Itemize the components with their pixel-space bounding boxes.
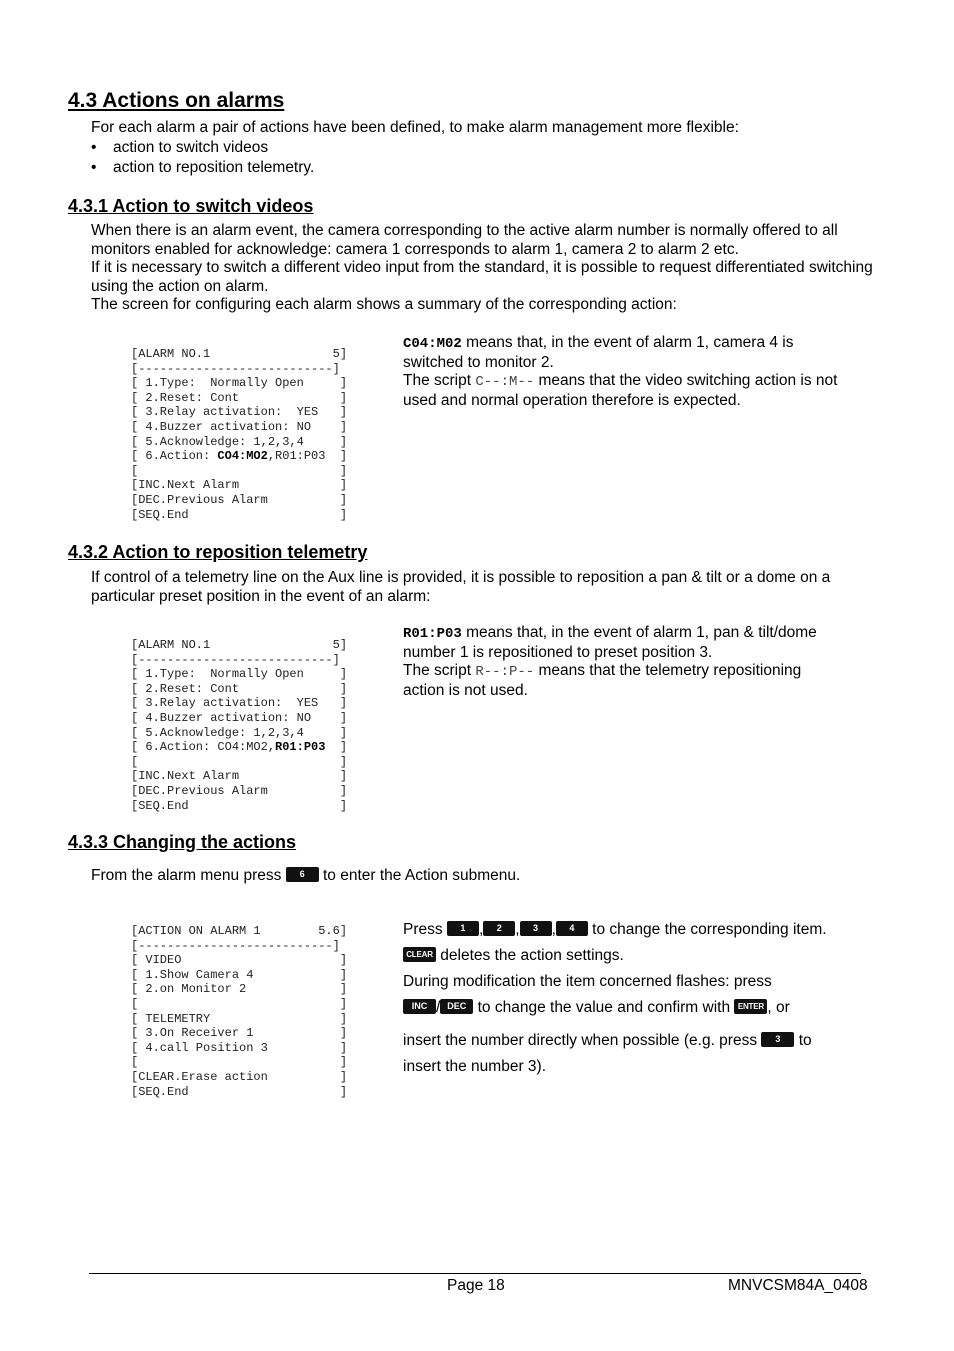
- subsection-title-reposition-telemetry: 4.3.2 Action to reposition telemetry: [68, 542, 368, 562]
- key-3-icon: 3: [520, 921, 552, 936]
- section-intro: For each alarm a pair of actions have been defined, to make alarm management more flexible:: [91, 119, 739, 136]
- section-title: 4.3 Actions on alarms: [68, 89, 285, 112]
- key-dec-icon: DEC: [440, 999, 473, 1014]
- key-3-icon: 3: [761, 1032, 794, 1047]
- code-r01p03: R01:P03: [403, 626, 462, 642]
- alarm-screen-1: [ALARM NO.1 5] [---------------------------] [ 1.Type: Normally Open ] [ 2.Reset: Cont ] [ 3.Relay activation: YES ] [ 4.Buzzer activation: NO ] [ 5.Acknowledge: 1,2,3,4 ] [ 6.Action: CO4:MO2,R01:P03 ] [ ] [INC.Next Alarm ] [DEC.Previous Alarm ] [SEQ.End ]: [131, 347, 348, 522]
- key-inc-icon: INC: [403, 999, 436, 1014]
- code-c04m02: C04:M02: [403, 336, 462, 352]
- paragraph: When there is an alarm event, the camera corresponding to the active alarm number is normally offered to all monitors enabled for acknowledge: camera 1 corresponds to alarm 1, camera 2 to alarm 2 etc.: [91, 222, 838, 258]
- key-4-icon: 4: [556, 921, 588, 936]
- subsection-title-switch-videos: 4.3.1 Action to switch videos: [68, 196, 314, 216]
- document-code: MNVCSM84A_0408: [728, 1277, 868, 1294]
- bullet-item: • action to reposition telemetry.: [91, 158, 314, 178]
- alarm-screen-2: [ALARM NO.1 5] [---------------------------] [ 1.Type: Normally Open ] [ 2.Reset: Cont ] [ 3.Relay activation: YES ] [ 4.Buzzer activation: NO ] [ 5.Acknowledge: 1,2,3,4 ] [ 6.Action: CO4:MO2,R01:P03 ] [ ] [INC.Next Alarm ] [DEC.Previous Alarm ] [SEQ.End ]: [131, 638, 348, 813]
- key-1-icon: 1: [447, 921, 479, 936]
- page-number: Page 18: [447, 1277, 505, 1294]
- switch-videos-description: C04:M02 means that, in the event of alarm 1, camera 4 is switched to monitor 2. The script C--:M-- means that the video switching action is not used and normal operation therefore is expected.: [403, 334, 838, 409]
- paragraph: If it is necessary to switch a different video input from the standard, it is possible to request differentiated switching using the action on alarm.: [91, 259, 873, 295]
- bullet-list: [91, 138, 314, 177]
- paragraph: If control of a telemetry line on the Aux line is provided, it is possible to reposition a pan & tilt or a dome on a particular preset position in the event of an alarm:: [91, 569, 831, 605]
- code-rp-empty: R--:P--: [475, 664, 535, 680]
- switch-videos-text: [91, 222, 876, 315]
- key-enter-icon: ENTER: [734, 999, 767, 1014]
- paragraph: The screen for configuring each alarm shows a summary of the corresponding action:: [91, 296, 677, 313]
- reposition-telemetry-description: R01:P03 means that, in the event of alarm 1, pan & tilt/dome number 1 is repositioned to preset position 3. The script R--:P-- means that the telemetry repositioning action is not used.: [403, 624, 817, 699]
- paragraph: From the alarm menu press 6 to enter the Action submenu.: [91, 867, 521, 884]
- key-2-icon: 2: [483, 921, 515, 936]
- key-clear-icon: CLEAR: [403, 947, 436, 962]
- key-6-icon: 6: [286, 867, 319, 882]
- footer-divider: [89, 1273, 861, 1274]
- changing-actions-description: Press 1 , 2 , 3 , 4 to change the corresponding item. CLEAR deletes the action settings. During modification the item concerned flashes: press INC / DEC to change the value and confirm with ENTER , or insert the number directly when possible (e.g. press 3 to insert the number 3).: [403, 921, 827, 1075]
- action-screen: [ACTION ON ALARM 1 5.6] [---------------------------] [ VIDEO ] [ 1.Show Camera 4 ] [ 2.on Monitor 2 ] [ ] [ TELEMETRY ] [ 3.On Receiver 1 ] [ 4.call Position 3 ] [ ] [CLEAR.Erase action ] [SEQ.End ]: [131, 924, 348, 1099]
- bullet-item: • action to switch videos: [91, 138, 314, 158]
- subsection-title-changing-actions: 4.3.3 Changing the actions: [68, 832, 297, 852]
- code-cm-empty: C--:M--: [475, 374, 535, 390]
